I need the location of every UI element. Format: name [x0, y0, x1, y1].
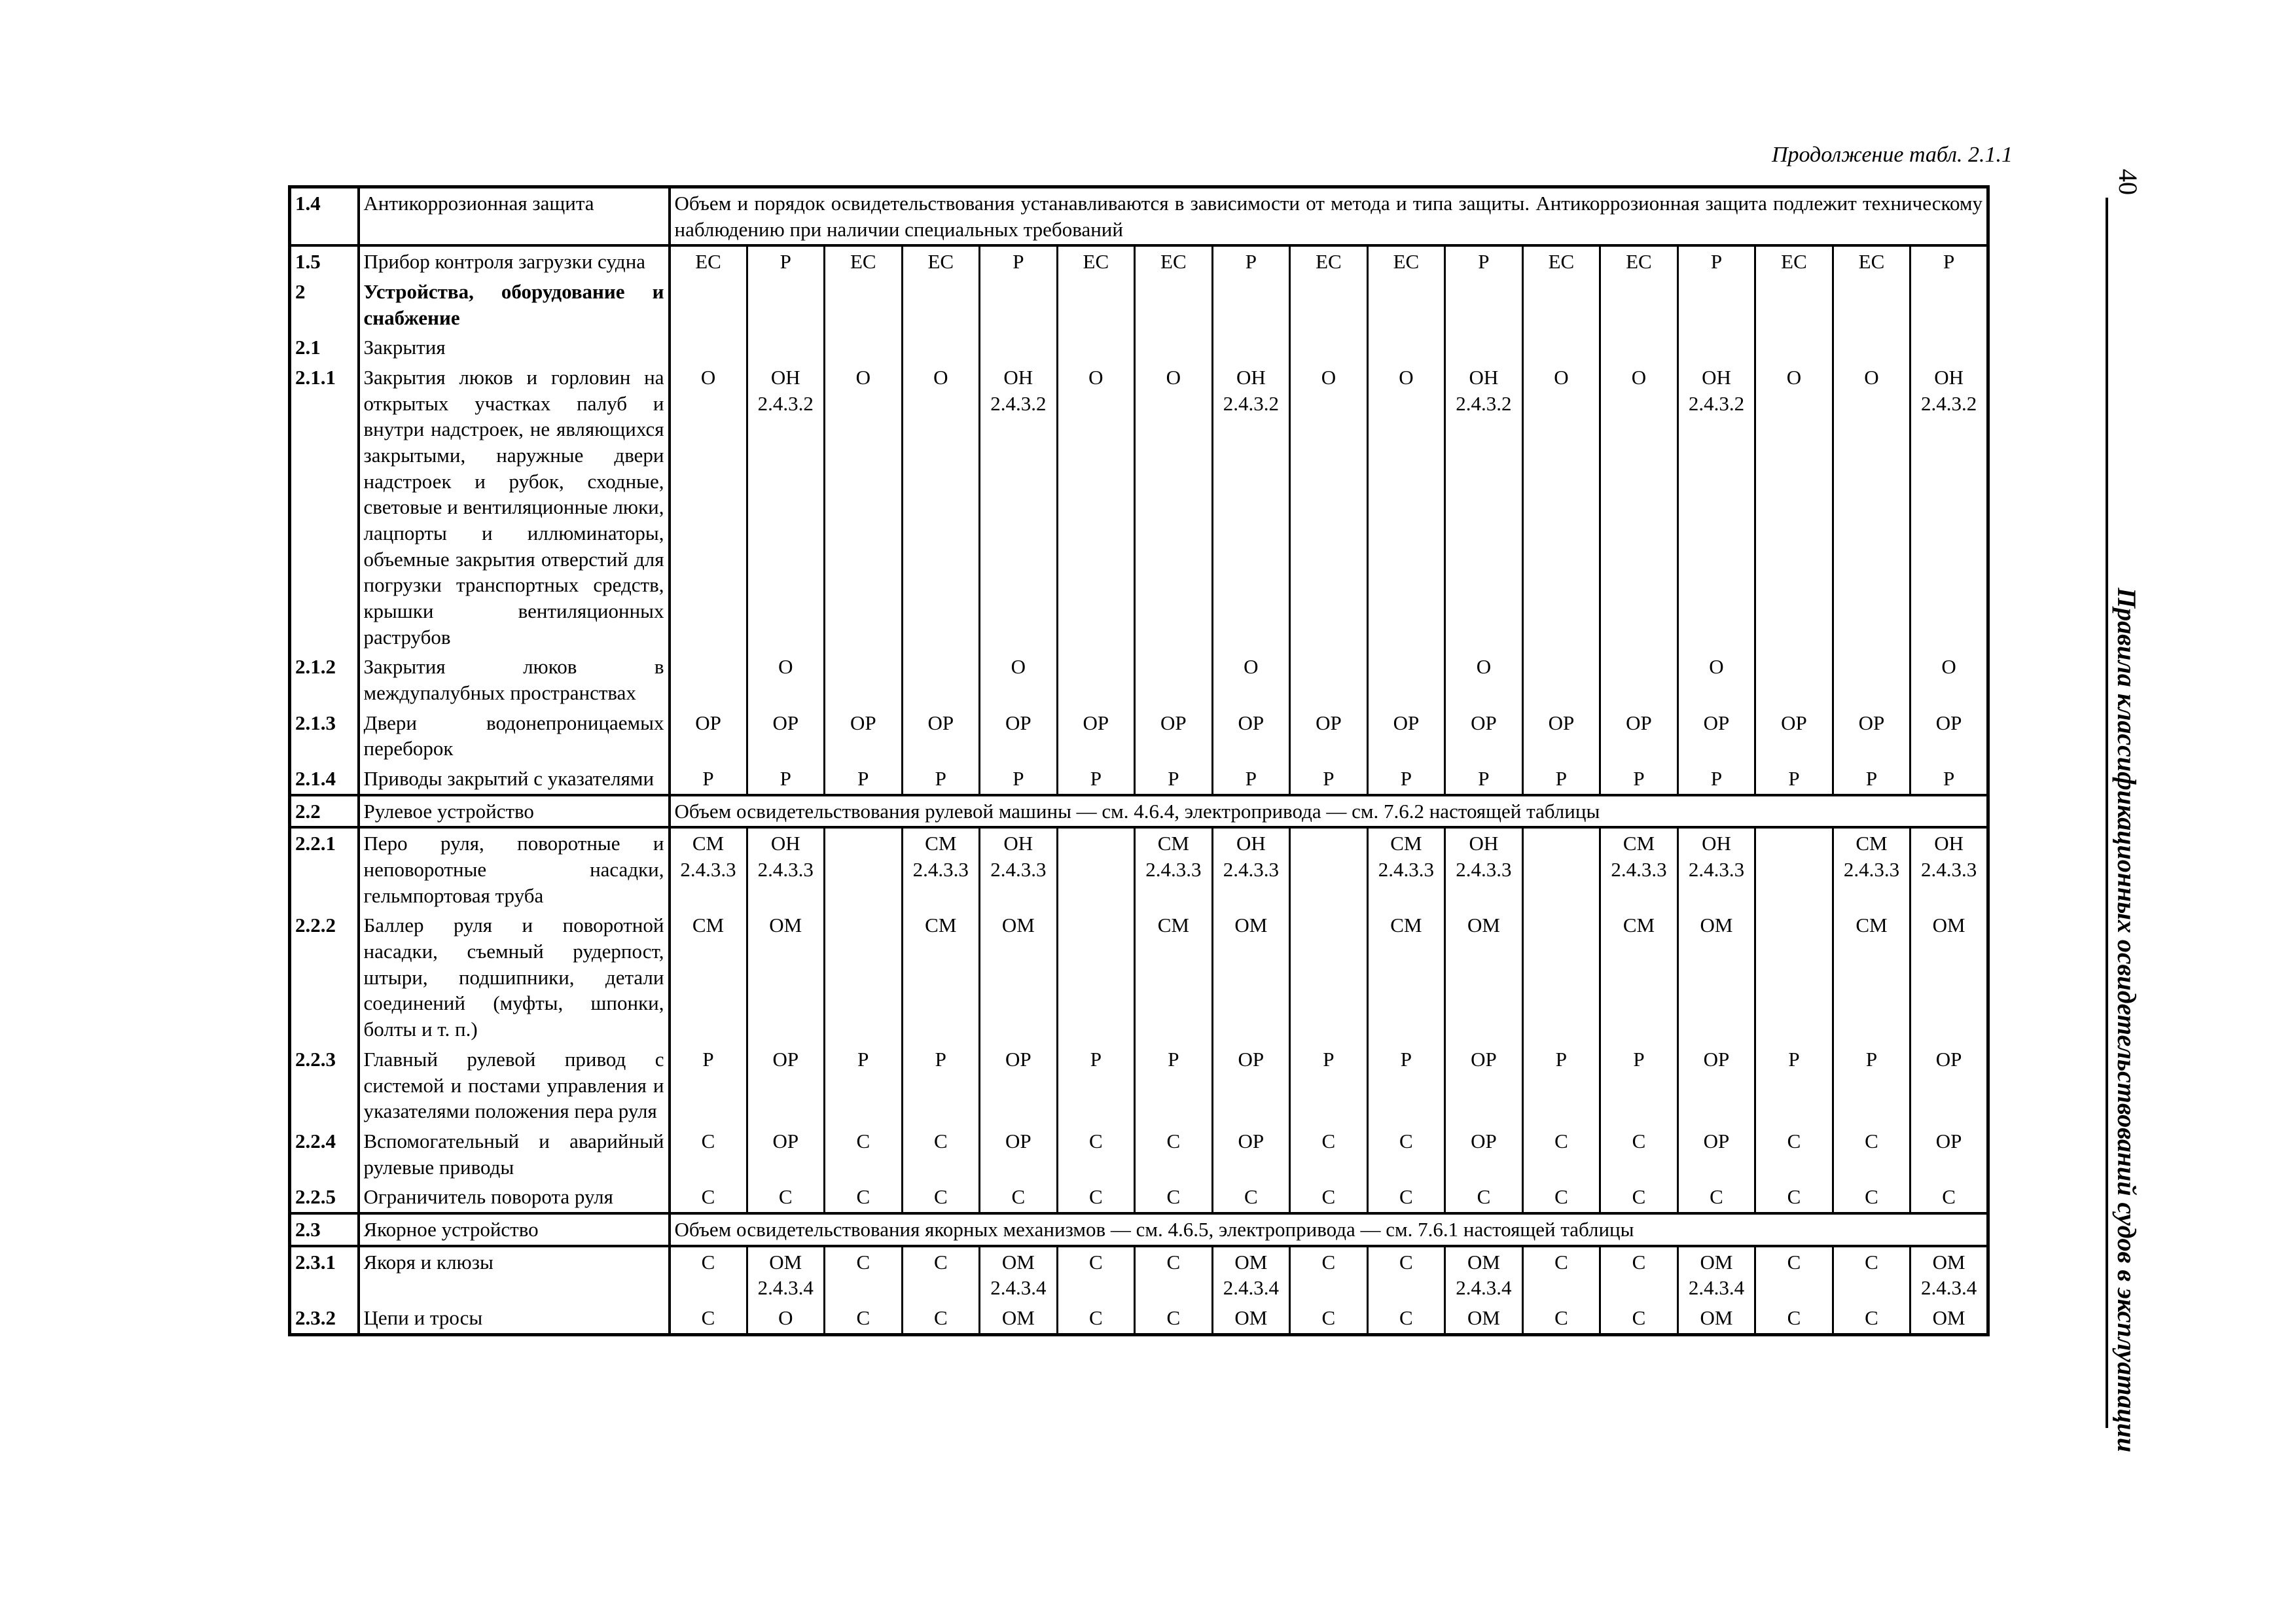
- table-row: [290, 1126, 1988, 1182]
- survey-cell: ОН 2.4.3.2: [1677, 363, 1755, 652]
- row-number: 2.2.4: [290, 1126, 359, 1182]
- table-row: [290, 827, 1988, 910]
- survey-cell: ОН 2.4.3.3: [1910, 827, 1988, 910]
- survey-cell: ОМ 2.4.3.4: [747, 1246, 825, 1303]
- row-title: Якоря и клюзы: [359, 1246, 670, 1303]
- survey-cell: ОР: [1135, 708, 1213, 764]
- survey-cell: ОР: [747, 1044, 825, 1126]
- survey-cell: [1057, 827, 1135, 910]
- row-number: 2.2.1: [290, 827, 359, 910]
- table-row: [290, 764, 1988, 795]
- row-title: Якорное устройство: [359, 1213, 670, 1246]
- survey-cell: ЕС: [1522, 245, 1600, 277]
- survey-cell: Р: [1290, 1044, 1368, 1126]
- row-title: Закрытия люков и горловин на открытых участках палуб и внутри надстроек, не являющихся закрытыми, наружные двери надстроек и рубок, сходные, световые и вентиляционные люки, лацпорты и иллюминаторы, объемные закрытия отверстий для погрузки транспортных средств, крышки вентиляционных раструбов: [359, 363, 670, 652]
- survey-cell: [1755, 332, 1833, 363]
- survey-cell: [1290, 910, 1368, 1044]
- survey-cell: [1755, 827, 1833, 910]
- survey-cell: О: [1367, 363, 1445, 652]
- survey-cell: С: [1522, 1182, 1600, 1213]
- survey-cell: ОН 2.4.3.2: [1212, 363, 1290, 652]
- survey-cell: Р: [1057, 764, 1135, 795]
- survey-cell: [1910, 332, 1988, 363]
- page-number: 40: [2113, 169, 2143, 195]
- row-number: 2.3: [290, 1213, 359, 1246]
- survey-cell: О: [1755, 363, 1833, 652]
- survey-cell: Р: [902, 764, 980, 795]
- survey-cell: ОР: [1910, 1126, 1988, 1182]
- survey-cell: О: [1522, 363, 1600, 652]
- survey-cell: С: [1522, 1126, 1600, 1182]
- table-row: [290, 652, 1988, 707]
- survey-cell: [1600, 277, 1678, 332]
- survey-cell: ЕС: [1755, 245, 1833, 277]
- survey-table-body: [290, 187, 1988, 1335]
- survey-cell: Р: [1212, 764, 1290, 795]
- survey-cell: С: [1600, 1303, 1678, 1334]
- survey-cell: С: [1910, 1182, 1988, 1213]
- survey-cell: Р: [1755, 764, 1833, 795]
- survey-cell: [902, 652, 980, 707]
- survey-cell: СМ: [670, 910, 747, 1044]
- survey-cell: [1290, 332, 1368, 363]
- survey-cell: Р: [1367, 1044, 1445, 1126]
- table-row: [290, 363, 1988, 652]
- survey-cell: [1135, 332, 1213, 363]
- survey-cell: [1522, 277, 1600, 332]
- survey-cell: Р: [1522, 1044, 1600, 1126]
- table-row: [290, 1044, 1988, 1126]
- row-title: Перо руля, поворотные и неповоротные насадки, гельмпортовая труба: [359, 827, 670, 910]
- survey-cell: Р: [1290, 764, 1368, 795]
- survey-cell: [980, 332, 1058, 363]
- survey-cell: ОР: [1600, 708, 1678, 764]
- row-number: 2.2.3: [290, 1044, 359, 1126]
- survey-cell: [1445, 332, 1523, 363]
- row-number: 2.3.2: [290, 1303, 359, 1334]
- survey-cell: С: [670, 1126, 747, 1182]
- survey-cell: С: [1290, 1182, 1368, 1213]
- survey-cell: Р: [825, 764, 903, 795]
- survey-cell: [825, 827, 903, 910]
- survey-cell: [1522, 332, 1600, 363]
- survey-cell: ОМ 2.4.3.4: [980, 1246, 1058, 1303]
- survey-cell: ОР: [825, 708, 903, 764]
- survey-cell: С: [1367, 1303, 1445, 1334]
- table-row: [290, 187, 1988, 246]
- survey-cell: [1755, 910, 1833, 1044]
- survey-cell: С: [1135, 1303, 1213, 1334]
- survey-cell: С: [1445, 1182, 1523, 1213]
- survey-cell: С: [1057, 1246, 1135, 1303]
- survey-cell: Р: [1600, 1044, 1678, 1126]
- survey-cell: ОМ: [980, 1303, 1058, 1334]
- survey-cell: С: [902, 1303, 980, 1334]
- survey-cell: Р: [980, 764, 1058, 795]
- row-number: 2.2: [290, 795, 359, 828]
- survey-cell: [980, 277, 1058, 332]
- survey-cell: С: [825, 1246, 903, 1303]
- survey-cell: ОМ: [1677, 1303, 1755, 1334]
- survey-cell: ОР: [902, 708, 980, 764]
- survey-cell: ОР: [1445, 708, 1523, 764]
- survey-cell: ОМ 2.4.3.4: [1445, 1246, 1523, 1303]
- survey-cell: ОН 2.4.3.3: [1445, 827, 1523, 910]
- survey-cell: [747, 277, 825, 332]
- survey-cell: ОР: [1677, 1126, 1755, 1182]
- survey-cell: ОР: [1445, 1126, 1523, 1182]
- survey-cell: О: [1910, 652, 1988, 707]
- survey-cell: [1755, 652, 1833, 707]
- survey-cell: ОН 2.4.3.2: [980, 363, 1058, 652]
- survey-cell: СМ 2.4.3.3: [1833, 827, 1910, 910]
- survey-cell: [1367, 652, 1445, 707]
- survey-cell: [1212, 332, 1290, 363]
- survey-cell: Р: [1600, 764, 1678, 795]
- survey-cell: [1135, 652, 1213, 707]
- survey-cell: С: [1135, 1182, 1213, 1213]
- survey-cell: СМ: [902, 910, 980, 1044]
- survey-cell: С: [1600, 1246, 1678, 1303]
- table-row: [290, 1182, 1988, 1213]
- row-number: 2.1.1: [290, 363, 359, 652]
- table-row: [290, 1213, 1988, 1246]
- survey-cell: [1212, 277, 1290, 332]
- survey-cell: ОР: [1833, 708, 1910, 764]
- row-number: 2.2.5: [290, 1182, 359, 1213]
- row-title: Закрытия: [359, 332, 670, 363]
- survey-cell: [1057, 332, 1135, 363]
- survey-cell: [1910, 277, 1988, 332]
- survey-cell: ОМ: [1910, 910, 1988, 1044]
- survey-cell: ЕС: [670, 245, 747, 277]
- survey-cell: С: [1057, 1303, 1135, 1334]
- survey-cell: [1522, 652, 1600, 707]
- survey-cell: [825, 652, 903, 707]
- survey-cell: СМ: [1367, 910, 1445, 1044]
- survey-cell: С: [747, 1182, 825, 1213]
- table-row: [290, 245, 1988, 277]
- survey-cell: ЕС: [1833, 245, 1910, 277]
- survey-cell: [1677, 277, 1755, 332]
- survey-cell: С: [1755, 1126, 1833, 1182]
- side-running-head: [2098, 169, 2150, 1452]
- survey-cell: ОН 2.4.3.2: [1445, 363, 1523, 652]
- survey-cell: Р: [1910, 764, 1988, 795]
- survey-cell: [1600, 652, 1678, 707]
- row-title: Двери водонепроницаемых переборок: [359, 708, 670, 764]
- survey-cell: [1600, 332, 1678, 363]
- survey-cell: ОР: [1677, 1044, 1755, 1126]
- survey-cell: [1367, 277, 1445, 332]
- survey-cell: ОР: [1057, 708, 1135, 764]
- survey-cell: Р: [1677, 764, 1755, 795]
- survey-cell: С: [902, 1246, 980, 1303]
- survey-cell: С: [1135, 1126, 1213, 1182]
- survey-cell: С: [1600, 1126, 1678, 1182]
- survey-cell: [1057, 277, 1135, 332]
- survey-cell: СМ: [1135, 910, 1213, 1044]
- survey-cell: ОР: [1212, 1044, 1290, 1126]
- survey-cell: О: [902, 363, 980, 652]
- survey-cell: С: [1833, 1246, 1910, 1303]
- survey-cell: С: [670, 1246, 747, 1303]
- survey-cell: Р: [747, 764, 825, 795]
- survey-cell: ОН 2.4.3.3: [980, 827, 1058, 910]
- survey-cell: ОМ: [1677, 910, 1755, 1044]
- row-span-note: Объем освидетельствования якорных механизмов — см. 4.6.5, электропривода — см. 7.6.1 настоящей таблицы: [670, 1213, 1988, 1246]
- survey-cell: С: [1367, 1182, 1445, 1213]
- survey-cell: СМ 2.4.3.3: [902, 827, 980, 910]
- survey-cell: ЕС: [1290, 245, 1368, 277]
- survey-table: [288, 185, 1990, 1336]
- survey-cell: Р: [1445, 245, 1523, 277]
- survey-cell: [1522, 910, 1600, 1044]
- survey-cell: ОР: [747, 708, 825, 764]
- survey-cell: ОМ 2.4.3.4: [1212, 1246, 1290, 1303]
- survey-cell: О: [980, 652, 1058, 707]
- row-title: Приводы закрытий с указателями: [359, 764, 670, 795]
- survey-cell: С: [1522, 1246, 1600, 1303]
- survey-cell: [1755, 277, 1833, 332]
- survey-cell: [1290, 652, 1368, 707]
- survey-cell: ОМ: [1445, 910, 1523, 1044]
- survey-cell: О: [1833, 363, 1910, 652]
- survey-cell: [825, 910, 903, 1044]
- survey-cell: ОР: [980, 1126, 1058, 1182]
- running-title: Правила классификационных освидетельствований судов в эксплуатации: [2112, 588, 2142, 1453]
- survey-cell: [1833, 277, 1910, 332]
- survey-cell: ЕС: [902, 245, 980, 277]
- survey-cell: СМ 2.4.3.3: [1367, 827, 1445, 910]
- survey-cell: С: [1833, 1182, 1910, 1213]
- survey-cell: О: [1290, 363, 1368, 652]
- survey-cell: [747, 332, 825, 363]
- survey-cell: ОР: [1522, 708, 1600, 764]
- survey-cell: Р: [1367, 764, 1445, 795]
- survey-cell: С: [1833, 1126, 1910, 1182]
- survey-cell: С: [825, 1182, 903, 1213]
- survey-cell: ОН 2.4.3.2: [747, 363, 825, 652]
- row-title: Ограничитель поворота руля: [359, 1182, 670, 1213]
- survey-cell: О: [825, 363, 903, 652]
- survey-cell: ОР: [670, 708, 747, 764]
- survey-cell: Р: [1057, 1044, 1135, 1126]
- survey-cell: Р: [670, 1044, 747, 1126]
- survey-cell: С: [1367, 1246, 1445, 1303]
- survey-cell: [1135, 277, 1213, 332]
- row-title: Устройства, оборудование и снабжение: [359, 277, 670, 332]
- survey-cell: [902, 332, 980, 363]
- survey-cell: СМ: [1833, 910, 1910, 1044]
- row-title: Баллер руля и поворотной насадки, съемный рудерпост, штыри, подшипники, детали соединений (муфты, шпонки, болты и т. п.): [359, 910, 670, 1044]
- row-number: 2.1.4: [290, 764, 359, 795]
- table-row: [290, 1246, 1988, 1303]
- survey-cell: О: [1135, 363, 1213, 652]
- survey-cell: О: [1600, 363, 1678, 652]
- survey-cell: С: [825, 1126, 903, 1182]
- survey-cell: Р: [1135, 764, 1213, 795]
- row-number: 1.4: [290, 187, 359, 246]
- survey-cell: Р: [1522, 764, 1600, 795]
- survey-cell: С: [1833, 1303, 1910, 1334]
- survey-cell: ОР: [1910, 708, 1988, 764]
- survey-cell: ОМ: [1212, 910, 1290, 1044]
- survey-cell: [1833, 332, 1910, 363]
- survey-cell: О: [670, 363, 747, 652]
- survey-cell: ОН 2.4.3.3: [747, 827, 825, 910]
- survey-cell: СМ 2.4.3.3: [670, 827, 747, 910]
- survey-cell: С: [1755, 1303, 1833, 1334]
- survey-cell: Р: [1212, 245, 1290, 277]
- row-span-note: Объем освидетельствования рулевой машины — см. 4.6.4, электропривода — см. 7.6.2 настоящей таблицы: [670, 795, 1988, 828]
- survey-cell: [1522, 827, 1600, 910]
- survey-cell: ОМ: [980, 910, 1058, 1044]
- table-row: [290, 795, 1988, 828]
- survey-cell: ОР: [1367, 708, 1445, 764]
- survey-cell: ОР: [1445, 1044, 1523, 1126]
- survey-cell: С: [1057, 1182, 1135, 1213]
- survey-cell: ОМ: [1445, 1303, 1523, 1334]
- survey-cell: С: [902, 1126, 980, 1182]
- survey-cell: ОМ: [1212, 1303, 1290, 1334]
- row-number: 2.1: [290, 332, 359, 363]
- side-rule: [2106, 198, 2108, 1428]
- survey-cell: [1290, 827, 1368, 910]
- row-title: Вспомогательный и аварийный рулевые приводы: [359, 1126, 670, 1182]
- survey-cell: С: [1600, 1182, 1678, 1213]
- survey-cell: [1057, 652, 1135, 707]
- survey-cell: Р: [1445, 764, 1523, 795]
- survey-cell: ОР: [1212, 1126, 1290, 1182]
- survey-cell: О: [1677, 652, 1755, 707]
- survey-cell: Р: [1833, 1044, 1910, 1126]
- table-row: [290, 910, 1988, 1044]
- survey-cell: ЕС: [1057, 245, 1135, 277]
- survey-cell: [1445, 277, 1523, 332]
- survey-cell: [1367, 332, 1445, 363]
- survey-cell: [902, 277, 980, 332]
- survey-cell: ОН 2.4.3.2: [1910, 363, 1988, 652]
- survey-cell: [670, 652, 747, 707]
- survey-cell: ОН 2.4.3.3: [1677, 827, 1755, 910]
- survey-cell: [825, 332, 903, 363]
- survey-cell: С: [1367, 1126, 1445, 1182]
- row-title: Прибор контроля загрузки судна: [359, 245, 670, 277]
- survey-cell: ОР: [980, 1044, 1058, 1126]
- survey-cell: ОР: [1212, 708, 1290, 764]
- survey-cell: [670, 332, 747, 363]
- survey-cell: [1833, 652, 1910, 707]
- table-row: [290, 708, 1988, 764]
- row-number: 2.2.2: [290, 910, 359, 1044]
- row-number: 2.3.1: [290, 1246, 359, 1303]
- survey-cell: ОР: [1290, 708, 1368, 764]
- survey-cell: Р: [1755, 1044, 1833, 1126]
- survey-cell: С: [1677, 1182, 1755, 1213]
- survey-cell: ЕС: [825, 245, 903, 277]
- survey-cell: С: [1212, 1182, 1290, 1213]
- survey-cell: ЕС: [1600, 245, 1678, 277]
- row-number: 2.1.3: [290, 708, 359, 764]
- survey-cell: [670, 277, 747, 332]
- survey-cell: С: [1057, 1126, 1135, 1182]
- table-row: [290, 1303, 1988, 1334]
- row-number: 2.1.2: [290, 652, 359, 707]
- survey-cell: [1677, 332, 1755, 363]
- survey-cell: Р: [902, 1044, 980, 1126]
- survey-cell: С: [1290, 1126, 1368, 1182]
- survey-cell: С: [1755, 1246, 1833, 1303]
- survey-cell: С: [1135, 1246, 1213, 1303]
- table-row: [290, 332, 1988, 363]
- survey-cell: [825, 277, 903, 332]
- row-title: Цепи и тросы: [359, 1303, 670, 1334]
- row-title: Антикоррозионная защита: [359, 187, 670, 246]
- table-row: [290, 277, 1988, 332]
- survey-cell: О: [747, 1303, 825, 1334]
- row-title: Рулевое устройство: [359, 795, 670, 828]
- survey-cell: ОР: [747, 1126, 825, 1182]
- row-title: Главный рулевой привод с системой и постами управления и указателями положения пера руля: [359, 1044, 670, 1126]
- survey-cell: СМ 2.4.3.3: [1600, 827, 1678, 910]
- survey-cell: С: [902, 1182, 980, 1213]
- survey-cell: ОР: [1910, 1044, 1988, 1126]
- survey-cell: О: [747, 652, 825, 707]
- survey-cell: ОР: [1677, 708, 1755, 764]
- table-continuation-caption: Продолжение табл. 2.1.1: [1771, 143, 2013, 167]
- survey-cell: ЕС: [1135, 245, 1213, 277]
- survey-cell: [1290, 277, 1368, 332]
- survey-cell: Р: [1677, 245, 1755, 277]
- survey-cell: ЕС: [1367, 245, 1445, 277]
- survey-cell: Р: [747, 245, 825, 277]
- survey-cell: [1057, 910, 1135, 1044]
- row-span-note: Объем и порядок освидетельствования устанавливаются в зависимости от метода и типа защиты. Антикоррозионная защита подлежит техническому наблюдению при наличии специальных требований: [670, 187, 1988, 246]
- survey-cell: Р: [825, 1044, 903, 1126]
- survey-cell: О: [1212, 652, 1290, 707]
- survey-cell: ОМ 2.4.3.4: [1677, 1246, 1755, 1303]
- survey-cell: С: [1755, 1182, 1833, 1213]
- survey-cell: СМ 2.4.3.3: [1135, 827, 1213, 910]
- survey-cell: О: [1445, 652, 1523, 707]
- survey-cell: С: [670, 1303, 747, 1334]
- row-number: 2: [290, 277, 359, 332]
- survey-cell: С: [1522, 1303, 1600, 1334]
- survey-cell: ОМ 2.4.3.4: [1910, 1246, 1988, 1303]
- survey-cell: Р: [980, 245, 1058, 277]
- survey-cell: С: [825, 1303, 903, 1334]
- survey-cell: ОН 2.4.3.3: [1212, 827, 1290, 910]
- survey-cell: Р: [1135, 1044, 1213, 1126]
- survey-cell: СМ: [1600, 910, 1678, 1044]
- row-title: Закрытия люков в междупалубных пространствах: [359, 652, 670, 707]
- survey-cell: Р: [1833, 764, 1910, 795]
- survey-cell: Р: [1910, 245, 1988, 277]
- survey-cell: О: [1057, 363, 1135, 652]
- survey-cell: С: [1290, 1246, 1368, 1303]
- survey-cell: Р: [670, 764, 747, 795]
- survey-cell: ОР: [1755, 708, 1833, 764]
- survey-cell: ОМ: [747, 910, 825, 1044]
- survey-cell: С: [1290, 1303, 1368, 1334]
- row-number: 1.5: [290, 245, 359, 277]
- survey-cell: С: [670, 1182, 747, 1213]
- survey-cell: ОМ: [1910, 1303, 1988, 1334]
- survey-cell: С: [980, 1182, 1058, 1213]
- survey-cell: ОР: [980, 708, 1058, 764]
